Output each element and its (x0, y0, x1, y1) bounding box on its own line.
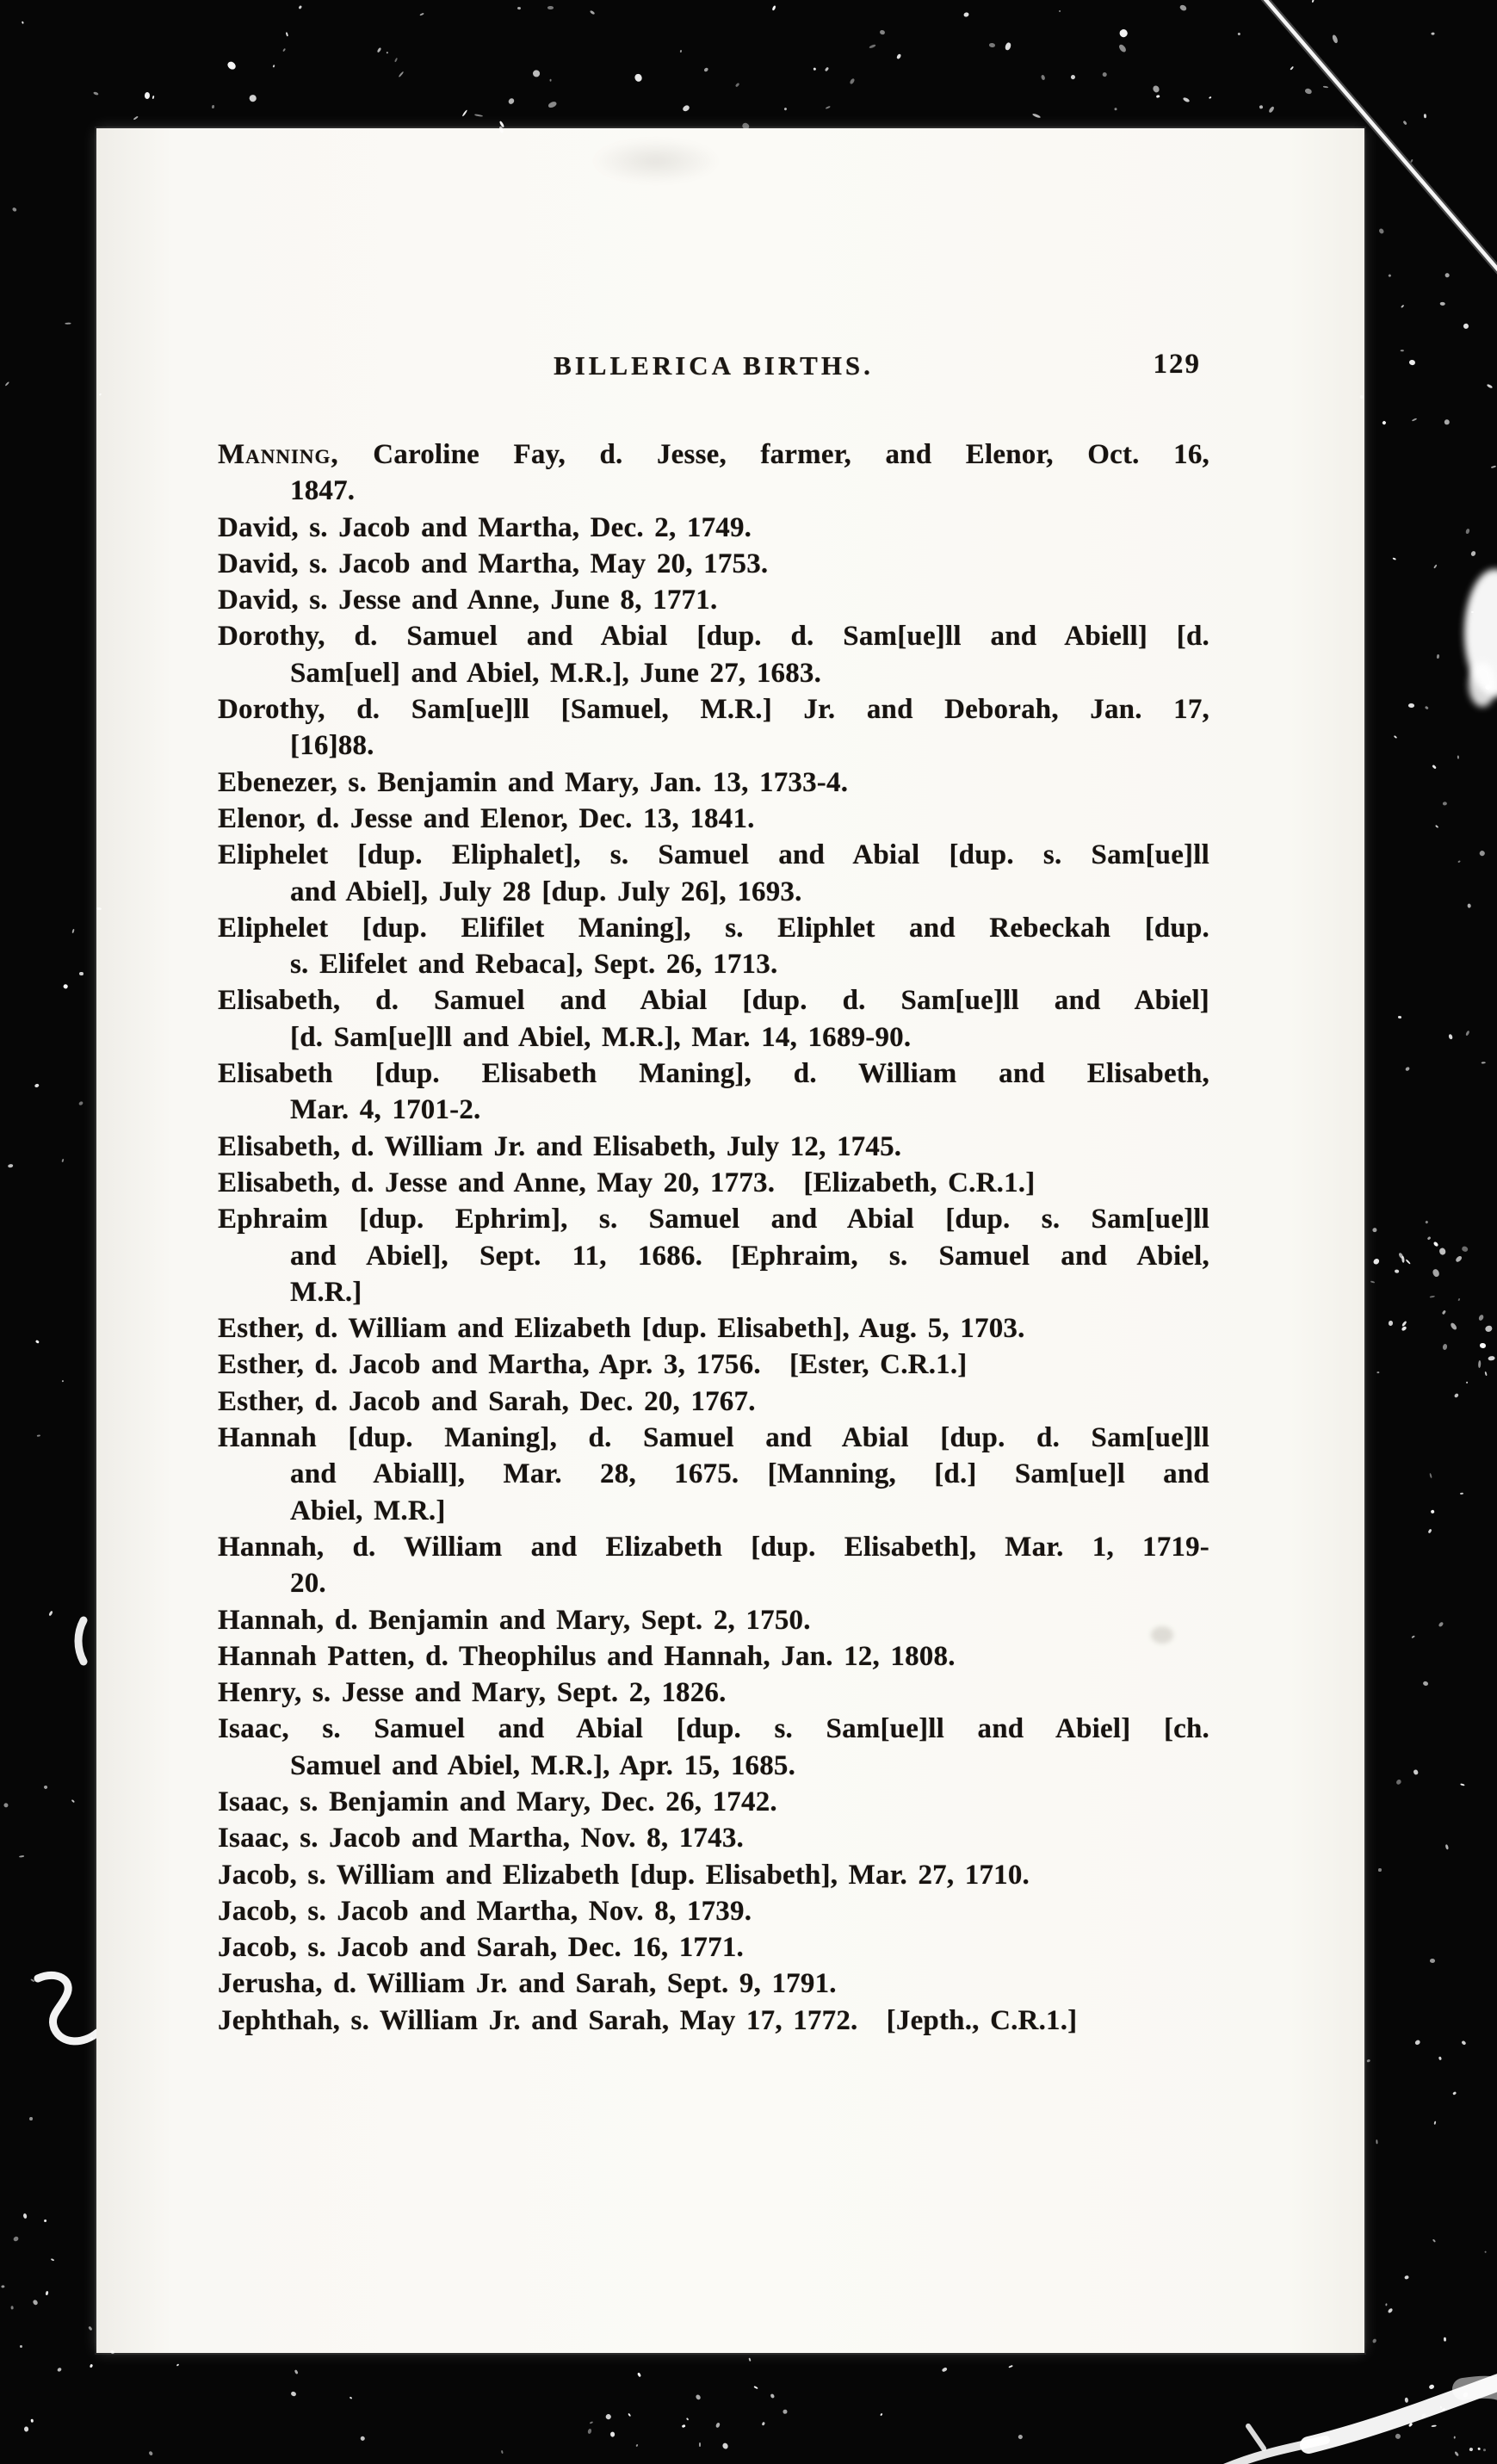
dust-speck (1485, 2250, 1487, 2252)
dust-speck (1486, 684, 1491, 690)
dust-speck (1460, 1493, 1463, 1495)
dust-speck (1388, 2307, 1394, 2313)
record-line: Elenor, d. Jesse and Elenor, Dec. 13, 1841. (218, 802, 755, 834)
dust-speck (1371, 1228, 1376, 1233)
dust-speck (1389, 275, 1392, 278)
dust-speck (282, 48, 286, 53)
dust-speck (754, 2386, 758, 2389)
dust-speck (1311, 0, 1314, 3)
dust-speck (71, 1799, 75, 1803)
dust-speck (1465, 1031, 1469, 1037)
dust-speck (1401, 350, 1404, 351)
dust-speck (93, 91, 98, 96)
dust-speck (1440, 301, 1445, 305)
dust-speck (1436, 654, 1438, 659)
record-line: Isaac, s. Benjamin and Mary, Dec. 26, 1742. (218, 1786, 777, 1817)
record-line: Sam[uel] and Abiel, M.R.], June 27, 1683. (290, 657, 822, 689)
record-line: Hannah Patten, d. Theophilus and Hannah, Jan. 12, 1808. (218, 1640, 956, 1672)
page-header (218, 350, 1209, 388)
dust-speck (531, 68, 541, 77)
dust-speck (1479, 850, 1486, 857)
dust-speck (590, 2421, 593, 2424)
dust-speck (1469, 2447, 1472, 2450)
dust-speck (1377, 1371, 1380, 1374)
dust-speck (8, 1164, 14, 1168)
dust-speck (1118, 43, 1128, 53)
dust-speck (635, 2443, 638, 2446)
dust-speck (1183, 96, 1191, 103)
dust-speck (1435, 825, 1439, 829)
dust-speck (1398, 1015, 1402, 1018)
dust-speck (71, 929, 75, 934)
record-line: Jacob, s. William and Elizabeth [dup. Elisabeth], Mar. 27, 1710. (218, 1859, 1030, 1891)
dust-speck (881, 2413, 883, 2416)
record-line: Dorothy, d. Samuel and Abial [dup. d. Sam[ue]ll and Abiell] [d. (218, 621, 1209, 653)
record-line: Elisabeth, d. Jesse and Anne, May 20, 1773. [Elizabeth, C.R.1.] (218, 1167, 1036, 1198)
dust-speck (1408, 703, 1414, 707)
dust-speck (825, 67, 830, 72)
dust-speck (360, 2436, 365, 2441)
dust-speck (44, 2219, 46, 2222)
record-line: Hannah [dup. Maning], d. Samuel and Abial [dup. d. Sam[ue]ll (218, 1422, 1209, 1454)
dust-speck (1408, 2422, 1413, 2427)
dust-speck (1395, 2433, 1401, 2440)
dust-speck (1425, 705, 1429, 709)
dust-speck (1008, 2365, 1013, 2368)
dust-speck (1394, 735, 1397, 739)
dust-speck (1454, 2450, 1459, 2455)
dust-speck (96, 907, 102, 911)
dust-speck (1458, 861, 1461, 864)
dust-speck (1425, 1221, 1428, 1224)
dust-speck (1178, 3, 1186, 12)
dust-speck (589, 10, 595, 15)
record-line: Elisabeth [dup. Elisabeth Maning], d. William and Elisabeth, (218, 1058, 1209, 1090)
record-line: Jerusha, d. William Jr. and Sarah, Sept. 9, 1791. (218, 1968, 837, 2000)
dust-speck (1388, 1321, 1393, 1326)
dust-speck (90, 2364, 93, 2368)
record-line: Ebenezer, s. Benjamin and Mary, Jan. 13, 1733-4. (218, 766, 849, 798)
dust-speck (1152, 85, 1160, 94)
dust-speck (1491, 465, 1496, 468)
dust-speck (1429, 1296, 1434, 1298)
dust-speck (610, 2432, 615, 2437)
dust-speck (715, 2422, 721, 2428)
dust-speck (79, 972, 84, 975)
dust-speck (90, 2037, 93, 2040)
dust-speck (682, 2424, 685, 2428)
dust-speck (299, 5, 302, 9)
dust-speck (1393, 557, 1396, 560)
record-line: Samuel and Abiel, M.R.], Apr. 15, 1685. (290, 1749, 796, 1781)
dust-speck (1452, 2091, 1457, 2095)
dust-speck (1424, 114, 1427, 118)
dust-speck (1432, 1268, 1440, 1277)
dust-speck (500, 2450, 503, 2455)
dust-speck (1428, 2384, 1435, 2390)
dust-speck (685, 2418, 689, 2421)
record-line: Hannah, d. Benjamin and Mary, Sept. 2, 1750. (218, 1604, 811, 1636)
dust-speck (36, 1435, 40, 1437)
dust-speck (1428, 1529, 1432, 1533)
dust-speck (587, 2428, 591, 2434)
dust-speck (4, 381, 9, 386)
dust-speck (394, 58, 398, 62)
record-line: David, s. Jacob and Martha, May 20, 1753. (218, 548, 769, 579)
dust-speck (1478, 2447, 1481, 2449)
dust-speck (1442, 1309, 1446, 1315)
dust-speck (547, 6, 554, 9)
dust-speck (148, 2450, 153, 2456)
dust-speck (826, 106, 831, 109)
dust-speck (1422, 1681, 1429, 1687)
record-line: [16]88. (290, 730, 374, 762)
dust-speck (605, 2413, 612, 2420)
dust-speck (1431, 32, 1434, 34)
dust-speck (285, 32, 288, 36)
dust-speck (783, 2409, 788, 2413)
record-line: Isaac, s. Samuel and Abial [dup. s. Sam[ue]ll and Abiel] [ch. (218, 1713, 1209, 1745)
dust-speck (695, 2393, 702, 2400)
dust-speck (896, 54, 901, 60)
record-line: Henry, s. Jesse and Mary, Sept. 2, 1826. (218, 1677, 727, 1709)
dust-speck (1238, 32, 1241, 35)
dust-speck (1444, 419, 1450, 424)
paper-smudge (591, 139, 721, 183)
dust-speck (387, 52, 388, 53)
dust-speck (1430, 1473, 1433, 1478)
dust-speck (22, 21, 24, 23)
dust-speck (1395, 1778, 1402, 1785)
dust-speck (628, 2413, 631, 2418)
dust-speck (57, 2367, 62, 2372)
dust-speck (1058, 9, 1061, 12)
dust-speck (1483, 2449, 1486, 2451)
dust-speck (1410, 159, 1413, 163)
dust-speck (1372, 2337, 1377, 2343)
record-line: Jacob, s. Jacob and Sarah, Dec. 16, 1771. (218, 1932, 744, 1964)
dust-speck (850, 77, 856, 84)
dust-speck (226, 60, 238, 71)
dust-speck (290, 2391, 296, 2397)
record-line: Esther, d. Jacob and Sarah, Dec. 20, 1767. (218, 1385, 756, 1417)
dust-speck (517, 7, 521, 10)
dust-speck (49, 1611, 53, 1617)
dust-speck (1453, 2436, 1456, 2438)
dust-speck (1484, 1324, 1493, 1333)
dust-speck (1395, 1269, 1399, 1272)
dust-speck (1420, 2413, 1426, 2419)
dust-speck (10, 2306, 13, 2310)
dust-speck (31, 1978, 35, 1982)
dust-speck (550, 79, 552, 82)
dust-speck (61, 1158, 64, 1161)
dust-speck (1413, 1769, 1419, 1775)
dust-speck (1457, 1298, 1460, 1301)
dust-speck (12, 207, 17, 212)
dust-speck (1376, 2139, 1377, 2144)
record-line: 1847. (290, 475, 356, 507)
dust-speck (1467, 903, 1471, 908)
dust-speck (783, 108, 786, 111)
dust-speck (1401, 305, 1404, 308)
record-line: David, s. Jesse and Anne, June 8, 1771. (218, 585, 718, 616)
dust-speck (399, 71, 405, 77)
dust-speck (1444, 272, 1451, 278)
dust-speck (1041, 75, 1045, 81)
record-line: M.R.] (290, 1276, 362, 1308)
dust-speck (1412, 418, 1417, 422)
dust-speck (1426, 1236, 1431, 1241)
dust-speck (13, 2236, 19, 2242)
dust-speck (32, 2299, 39, 2306)
page-title: BILLERICA BIRTHS. (554, 350, 874, 381)
dust-speck (507, 97, 515, 105)
dust-speck (28, 2117, 32, 2121)
dust-speck (1448, 1034, 1453, 1040)
dust-speck (1031, 113, 1041, 119)
dust-speck (547, 101, 557, 108)
dust-speck (1404, 2398, 1408, 2403)
record-line: s. Elifelet and Rebaca], Sept. 26, 1713. (290, 949, 778, 981)
dust-speck (1442, 2408, 1445, 2411)
dust-speck (813, 68, 816, 71)
dust-speck (22, 2213, 27, 2219)
dust-speck (1378, 1867, 1382, 1871)
record-line: Abiel, M.R.] (290, 1495, 446, 1526)
text-block (218, 350, 1209, 2039)
dust-speck (420, 13, 425, 16)
dust-speck (462, 109, 468, 116)
dust-speck (1370, 1280, 1375, 1283)
dust-speck (294, 2369, 299, 2374)
dust-speck (1444, 1844, 1448, 1850)
dust-speck (1432, 764, 1437, 768)
dust-speck (1453, 1392, 1459, 1398)
dust-speck (1463, 323, 1469, 329)
dust-speck (1102, 71, 1107, 77)
dust-speck (1462, 2040, 1467, 2045)
dust-speck (88, 2325, 93, 2331)
dust-speck (1488, 1356, 1495, 1361)
dust-speck (51, 2258, 54, 2262)
dust-speck (1438, 2056, 1442, 2059)
dust-speck (1268, 106, 1275, 114)
dust-speck (1403, 121, 1407, 126)
dust-speck (1366, 2059, 1370, 2063)
record-line: Jacob, s. Jacob and Martha, Nov. 8, 1739. (218, 1895, 752, 1927)
dust-speck (44, 1785, 48, 1790)
dust-speck (1405, 2275, 1410, 2279)
dust-speck (1406, 1260, 1411, 1265)
dust-speck (349, 2397, 351, 2399)
record-line: Elisabeth, d. Samuel and Abial [dup. d. Sam[ue]ll and Abiel] (218, 985, 1209, 1017)
dust-speck (1438, 1622, 1444, 1628)
record-line: and Abiall], Mar. 28, 1675. [Manning, [d.] Sam[ue]l and (290, 1458, 1209, 1490)
record-line: Elisabeth, d. William Jr. and Elisabeth, July 12, 1745. (218, 1130, 902, 1162)
dust-speck (1430, 1509, 1434, 1514)
dust-speck (211, 105, 214, 109)
dust-speck (770, 2393, 776, 2398)
dust-speck (1487, 384, 1493, 389)
record-line: Dorothy, d. Sam[ue]ll [Samuel, M.R.] Jr. and Deborah, Jan. 17, (218, 694, 1209, 726)
dust-speck (31, 2418, 34, 2422)
dust-speck (1478, 1360, 1482, 1368)
dust-speck (63, 983, 68, 988)
dust-speck (1480, 1343, 1487, 1349)
dust-speck (1401, 1326, 1407, 1332)
record-line: 20. (290, 1568, 326, 1600)
dust-speck (1434, 2121, 1437, 2125)
page-number: 129 (1153, 349, 1201, 380)
dust-speck (1332, 34, 1339, 44)
dust-speck (152, 96, 155, 100)
dust-speck (699, 2442, 701, 2447)
dust-speck (682, 104, 690, 113)
dust-speck (771, 5, 776, 11)
record-line: Hannah, d. William and Elizabeth [dup. Elisabeth], Mar. 1, 1719- (218, 1531, 1209, 1563)
dust-speck (1439, 1247, 1447, 1254)
record-line: Esther, d. Jacob and Martha, Apr. 3, 1756. [Ester, C.R.1.] (218, 1349, 968, 1381)
dust-speck (879, 29, 885, 35)
dust-speck (1385, 2303, 1387, 2306)
surname-smallcaps: Manning, (218, 439, 339, 470)
dust-speck (109, 2349, 115, 2355)
dust-speck (0, 2285, 4, 2288)
left-margin-mark (78, 1620, 84, 1662)
dust-speck (62, 1380, 64, 1382)
dust-speck (1462, 2392, 1469, 2399)
dust-speck (1465, 529, 1469, 535)
dust-speck (1408, 359, 1415, 365)
record-line: Esther, d. William and Elizabeth [dup. Elisabeth], Aug. 5, 1703. (218, 1313, 1025, 1345)
dust-speck (735, 82, 740, 87)
records-list (218, 436, 1209, 2039)
dust-speck (1071, 74, 1076, 80)
dust-speck (1414, 2040, 1420, 2046)
dust-speck (1457, 756, 1459, 759)
record-line: Manning, Caroline Fay, d. Jesse, farmer, and Elenor, Oct. 16, (218, 439, 1209, 470)
dust-speck (989, 43, 996, 48)
dust-speck (942, 2368, 948, 2373)
dust-speck (1372, 1257, 1381, 1266)
dust-speck (762, 2422, 765, 2426)
record-line: and Abiel], July 28 [dup. July 26], 1693. (290, 876, 802, 907)
dust-speck (1482, 1062, 1486, 1064)
dust-speck (721, 2442, 729, 2450)
dust-speck (1433, 1241, 1439, 1247)
dust-speck (3, 1803, 9, 1809)
dust-speck (35, 1340, 40, 1344)
dust-speck (20, 2345, 22, 2348)
dust-speck (1455, 1255, 1463, 1263)
dust-speck (1209, 96, 1212, 99)
dust-speck (133, 115, 138, 120)
record-line: Isaac, s. Jacob and Martha, Nov. 8, 1743. (218, 1823, 744, 1854)
dust-speck (1118, 28, 1129, 37)
dust-speck (46, 2291, 49, 2295)
dust-speck (1471, 610, 1474, 612)
dust-speck (1018, 2434, 1024, 2440)
dust-speck (1322, 85, 1327, 87)
record-line: David, s. Jacob and Martha, Dec. 2, 1749. (218, 511, 752, 543)
dust-speck (1460, 1784, 1465, 1786)
dust-speck (273, 65, 275, 67)
dust-speck (1005, 42, 1011, 51)
dust-speck (1449, 1322, 1457, 1330)
record-line: Eliphelet [dup. Eliphalet], s. Samuel and Abial [dup. s. Sam[ue]ll (218, 839, 1209, 871)
dust-speck (748, 2358, 751, 2362)
dust-speck (1433, 564, 1437, 568)
dust-speck (19, 1854, 24, 1857)
dust-speck (78, 1101, 84, 1106)
dust-speck (1405, 1067, 1410, 1072)
dust-speck (1411, 1635, 1414, 1638)
dust-speck (1378, 228, 1384, 234)
dust-speck (1382, 420, 1386, 424)
dust-speck (1477, 1314, 1484, 1322)
dust-speck (1470, 550, 1476, 557)
record-line: [d. Sam[ue]ll and Abiel, M.R.], Mar. 14, 1689-90. (290, 1021, 912, 1053)
dust-speck (145, 92, 150, 99)
dust-speck (34, 1083, 40, 1088)
squiggle-mark (38, 1975, 97, 2041)
dust-speck (1442, 1344, 1447, 1351)
dust-speck (869, 44, 876, 49)
dust-speck (638, 2372, 642, 2377)
dust-speck (376, 46, 380, 52)
dust-speck (176, 2363, 179, 2366)
dust-speck (1439, 2405, 1442, 2408)
dust-speck (65, 323, 71, 325)
dust-speck (1443, 801, 1447, 805)
dust-speck (1259, 105, 1263, 109)
record-line: and Abiel], Sept. 11, 1686. [Ephraim, s. Samuel and Abiel, (290, 1240, 1209, 1272)
dust-speck (1379, 2430, 1382, 2432)
dust-speck (1432, 2425, 1437, 2428)
record-line: Eliphelet [dup. Elifilet Maning], s. Eliphlet and Rebeckah [dup. (218, 912, 1209, 944)
dust-speck (1484, 1371, 1487, 1375)
dust-speck (474, 114, 483, 117)
dust-speck (1444, 2337, 1446, 2342)
record-line: Jephthah, s. William Jr. and Sarah, May 17, 1772. [Jepth., C.R.1.] (218, 2004, 1078, 2036)
record-line: Ephraim [dup. Ephrim], s. Samuel and Abial [dup. s. Sam[ue]ll (218, 1204, 1209, 1235)
dust-speck (1465, 1382, 1468, 1384)
record-line: Mar. 4, 1701-2. (290, 1094, 481, 1126)
dust-speck (1156, 95, 1160, 98)
dust-speck (248, 93, 257, 102)
dust-speck (23, 2427, 28, 2432)
right-edge-blob (1464, 569, 1497, 707)
dust-speck (703, 67, 708, 72)
dust-speck (1432, 2239, 1436, 2243)
dust-speck (680, 50, 682, 53)
book-page (96, 128, 1364, 2353)
dust-speck (1115, 108, 1117, 110)
dust-speck (1290, 65, 1294, 70)
dust-speck (1304, 88, 1312, 95)
dust-speck (634, 72, 643, 82)
dust-speck (1430, 1959, 1435, 1963)
dust-speck (1461, 1245, 1469, 1252)
dust-speck (963, 11, 969, 17)
